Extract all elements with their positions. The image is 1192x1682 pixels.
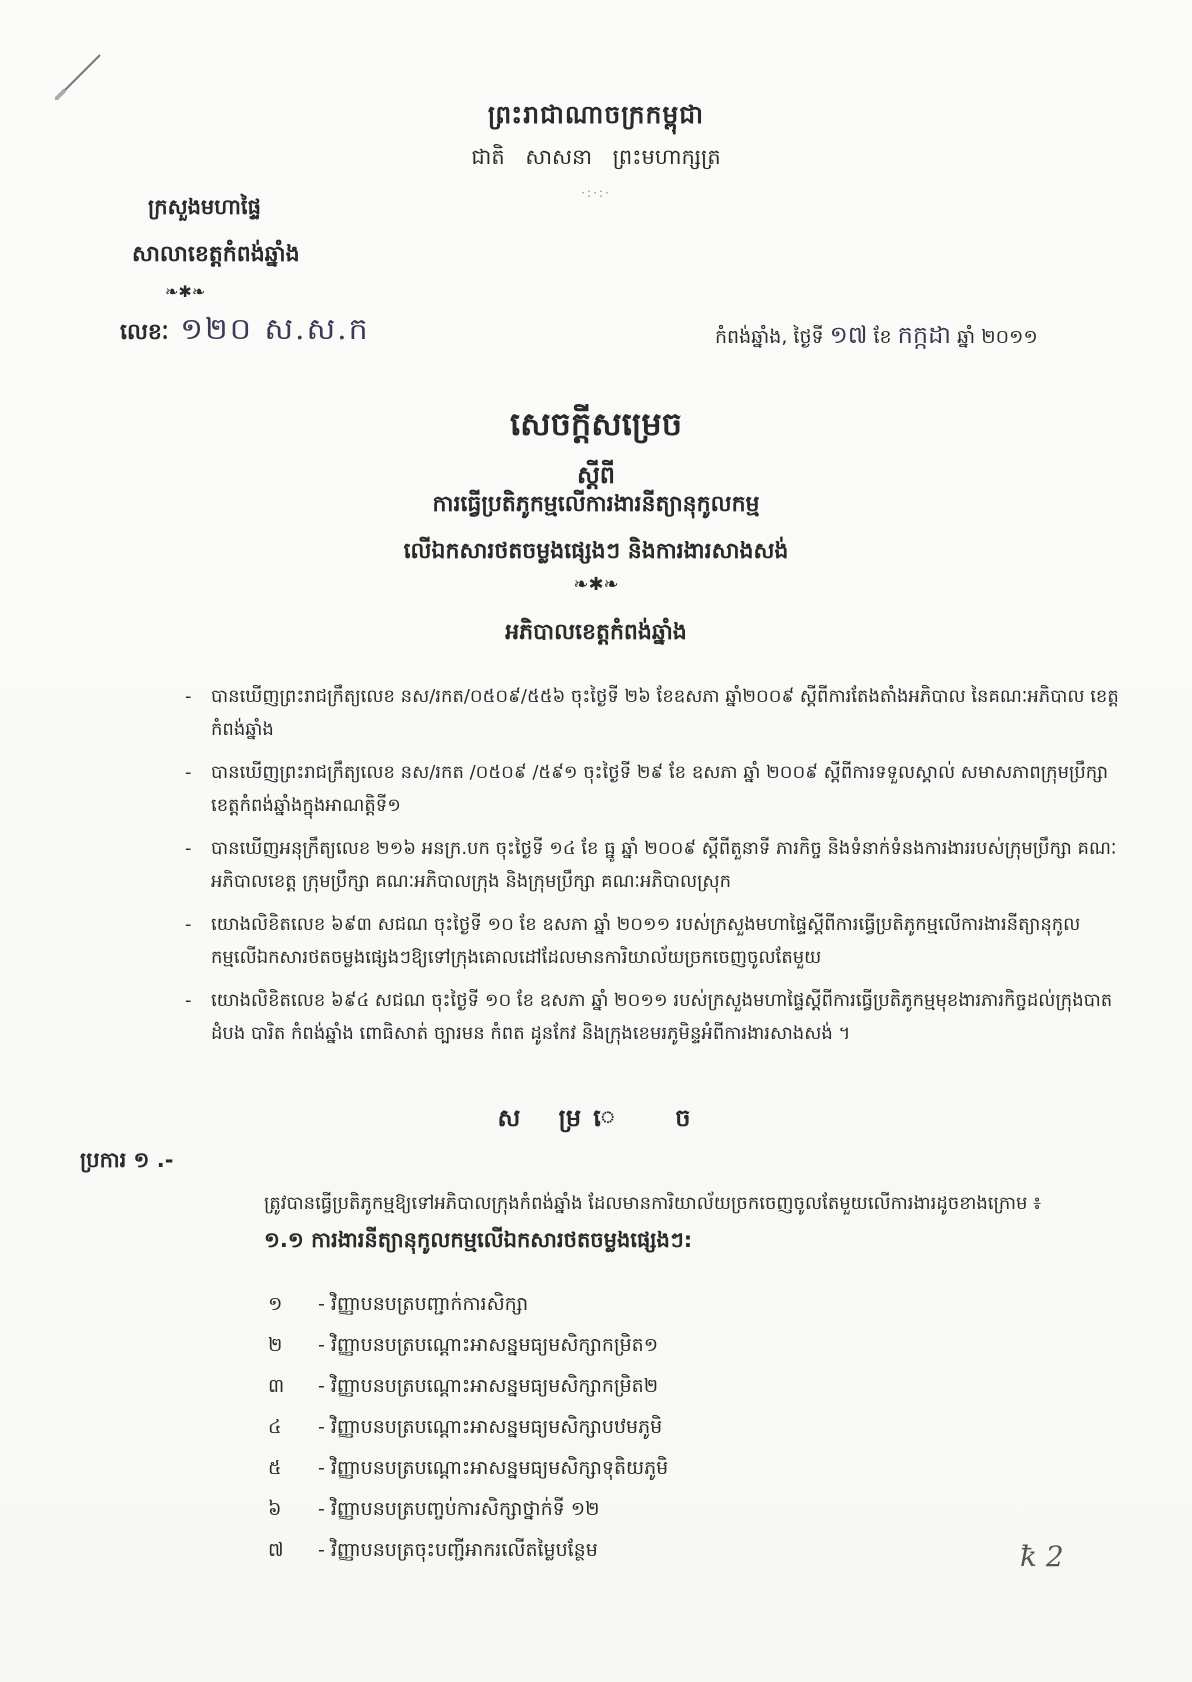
list-item <box>268 1367 668 1408</box>
consideration-item <box>185 984 1120 1050</box>
item-text: - វិញ្ញាបនបត្របណ្ដោះអាសន្នមធ្យមសិក្សាកម្រិត១ <box>318 1333 659 1356</box>
bullet-dash: - <box>185 838 192 859</box>
reference-label: លេខៈ <box>120 320 169 345</box>
date-line <box>715 320 1038 355</box>
title-about: ស្ដីពី <box>576 461 616 489</box>
date-year-label: ឆ្នាំ <box>957 326 976 348</box>
date-year: ២០១១ <box>981 326 1038 348</box>
item-number: ១ <box>268 1292 283 1315</box>
item-text: - វិញ្ញាបនបត្របណ្ដោះអាសន្នមធ្យមសិក្សាកម្រិត២ <box>318 1374 659 1397</box>
handwritten-initials: ꝁ 2 <box>1020 1540 1064 1573</box>
page-fold-mark <box>55 50 105 100</box>
item-number: ៦ <box>268 1497 282 1520</box>
article-1-label: ប្រការ ១ .- <box>80 1148 174 1172</box>
item-number: ៥ <box>268 1456 282 1479</box>
consideration-text: បានឃើញអនុក្រឹត្យលេខ ២១៦ អនក្រ.បក ចុះថ្ងៃទី ១៤ ខែ ធ្នូ ឆ្នាំ ២០០៩ ស្តីពីតួនាទី ភារកិច្ច និងទំនាក់ទំនងការងាររបស់ក្រុមប្រឹក្សា គណៈអភិបាលខេត្ត ក្រុមប្រឹក្សា គណៈអភិបាលក្រុង និងក្រុមប្រឹក្សា គណៈអភិបាលស្រុក <box>211 838 1117 892</box>
ministry-name: ក្រសួងមហាផ្ទៃ <box>148 195 261 219</box>
date-month: កក្កដា <box>897 321 951 349</box>
certificate-list <box>268 1285 668 1572</box>
issuer-ornament: ❧✱❧ <box>165 282 206 301</box>
decision-heading: ស ម្រ េ ច <box>497 1104 695 1132</box>
bullet-dash: - <box>185 914 192 935</box>
item-text: - វិញ្ញាបនបត្របណ្ដោះអាសន្នមធ្យមសិក្សាបឋមភូមិ <box>318 1415 663 1438</box>
section-1-1-heading: ១.១ ការងារនីត្យានុកូលកម្មលើឯកសារថតចម្លងផ្សេងៗ: <box>264 1228 693 1252</box>
date-place: កំពង់ឆ្នាំង, ថ្ងៃទី <box>715 326 824 348</box>
list-item <box>268 1531 668 1572</box>
list-item <box>268 1490 668 1531</box>
item-text: - វិញ្ញាបនបត្របញ្ជាក់ការសិក្សា <box>318 1292 529 1315</box>
list-item <box>268 1449 668 1490</box>
kingdom-title: ព្រះរាជាណាចក្រកម្ពុជា <box>487 100 705 129</box>
item-number: ២ <box>268 1333 283 1356</box>
bullet-dash: - <box>185 686 192 707</box>
document-title: សេចក្ដីសម្រេច <box>509 405 683 443</box>
governor-title: អភិបាលខេត្តកំពង់ឆ្នាំង <box>505 620 687 645</box>
date-month-label: ខែ <box>873 326 892 348</box>
consideration-text: បានឃើញព្រះរាជក្រឹត្យលេខ នស/រកត /០៥០៩ /៥៩១ ចុះថ្ងៃទី ២៩ ខែ ឧសភា ឆ្នាំ ២០០៩ ស្តីពីការទទួលស្គាល់ សមាសភាពក្រុមប្រឹក្សា ខេត្តកំពង់ឆ្នាំងក្នុងអាណត្តិទី១ <box>211 762 1109 816</box>
considerations-list <box>185 680 1120 1060</box>
item-text: - វិញ្ញាបនបត្រចុះបញ្ជីអាករលើតម្លៃបន្ថែម <box>318 1538 598 1561</box>
list-item <box>268 1285 668 1326</box>
reference-number-line <box>120 310 370 354</box>
bullet-dash: - <box>185 990 192 1011</box>
list-item <box>268 1326 668 1367</box>
subject-line-2: លើឯកសារថតចម្លងផ្សេងៗ និងការងារសាងសង់ <box>403 539 789 564</box>
item-number: ៣ <box>268 1374 285 1397</box>
consideration-item <box>185 832 1120 898</box>
reference-number: ១២០ ស.ស.ក <box>180 312 370 347</box>
consideration-text: យោងលិខិតលេខ ៦៩៣ សជណ ចុះថ្ងៃទី ១០ ខែ ឧសភា ឆ្នាំ ២០១១ របស់ក្រសួងមហាផ្ទៃស្តីពីការធ្វើប្រតិភូកម្មលើការងារនីត្យានុកូលកម្មលើឯកសារថតចម្លងផ្សេងៗឱ្យទៅក្រុងគោលដៅដែលមានការិយាល័យច្រកចេញចូលតែមួយ <box>211 914 1081 968</box>
title-ornament: ❧✱❧ <box>573 574 619 595</box>
item-text: - វិញ្ញាបនបត្របញ្ចប់ការសិក្សាថ្នាក់ទី ១២ <box>318 1497 600 1520</box>
province-hall-name: សាលាខេត្តកំពង់ឆ្នាំង <box>132 242 300 267</box>
consideration-item <box>185 908 1120 974</box>
date-day: ១៧ <box>829 321 868 349</box>
item-number: ៤ <box>268 1415 282 1438</box>
consideration-item <box>185 756 1120 822</box>
consideration-text: បានឃើញព្រះរាជក្រឹត្យលេខ នស/រកត/០៥០៩/៥៥៦ ចុះថ្ងៃទី ២៦ ខែឧសភា ឆ្នាំ២០០៩ ស្តីពីការតែងតាំងអភិបាល នៃគណៈអភិបាល ខេត្តកំពង់ឆ្នាំង <box>211 686 1119 740</box>
consideration-item <box>185 680 1120 746</box>
item-text: - វិញ្ញាបនបត្របណ្ដោះអាសន្នមធ្យមសិក្សាទុតិយភូមិ <box>318 1456 669 1479</box>
header-ornament: ·:·:· <box>581 186 611 200</box>
consideration-text: យោងលិខិតលេខ ៦៩៤ សជណ ចុះថ្ងៃទី ១០ ខែ ឧសភា ឆ្នាំ ២០១១ របស់ក្រសួងមហាផ្ទៃស្តីពីការធ្វើប្រតិភូកម្មមុខងារភារកិច្ចដល់ក្រុងបាតដំបង បារិត កំពង់ឆ្នាំង ពោធិសាត់ ច្បារមន កំពត ដូនកែវ និងក្រុងខេមរភូមិន្ទអំពីការងារសាងសង់ ។ <box>211 990 1113 1044</box>
subject-line-1: ការធ្វើប្រតិភូកម្មលើការងារនីត្យានុកូលកម្ម <box>432 492 760 517</box>
national-motto: ជាតិ សាសនា ព្រះមហាក្សត្រ <box>471 145 721 169</box>
list-item <box>268 1408 668 1449</box>
item-number: ៧ <box>268 1538 284 1561</box>
article-1-body: ត្រូវបានធ្វើប្រតិភូកម្មឱ្យទៅអភិបាលក្រុងកំពង់ឆ្នាំង ដែលមានការិយាល័យច្រកចេញចូលតែមួយលើការងារដូចខាងក្រោម ៖ <box>264 1193 1042 1214</box>
bullet-dash: - <box>185 762 192 783</box>
